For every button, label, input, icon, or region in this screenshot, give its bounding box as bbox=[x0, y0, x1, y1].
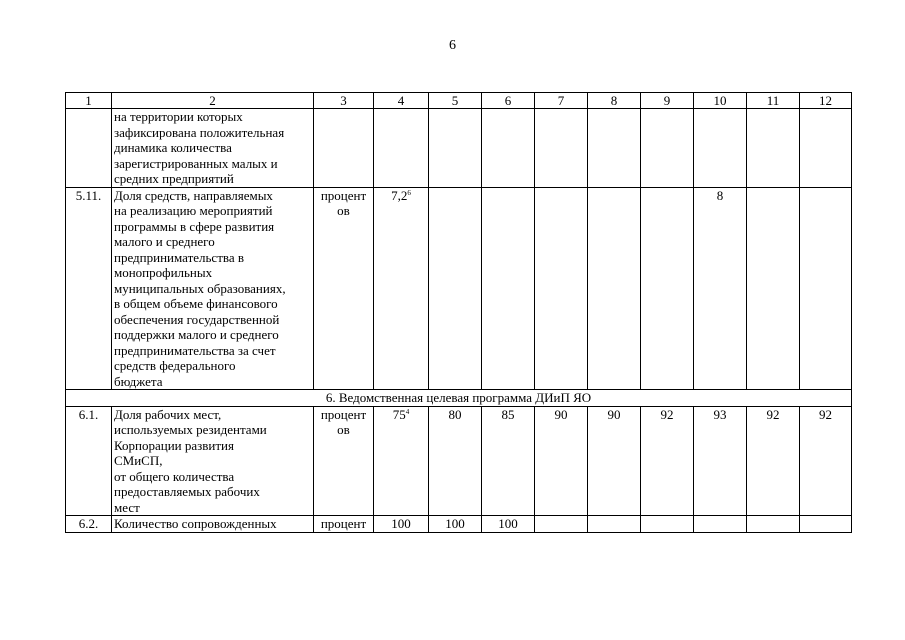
header-col-4: 4 bbox=[374, 93, 429, 109]
value-cell bbox=[588, 109, 641, 188]
value-text: 7,2 bbox=[391, 187, 408, 203]
row-number: 6.1. bbox=[66, 406, 112, 516]
row-number: 6.2. bbox=[66, 516, 112, 533]
value-cell bbox=[429, 187, 482, 390]
row-number: 5.11. bbox=[66, 187, 112, 390]
footnote-mark: 4 bbox=[405, 407, 410, 416]
header-col-7: 7 bbox=[535, 93, 588, 109]
table-row-continuation bbox=[66, 109, 852, 188]
unit-cell: процент bbox=[314, 516, 374, 533]
row-number bbox=[66, 109, 112, 188]
value-cell bbox=[800, 109, 852, 188]
value-cell bbox=[747, 109, 800, 188]
section-title: 6. Ведомственная целевая программа ДИиП ЯО bbox=[66, 390, 852, 407]
value-cell bbox=[374, 406, 429, 516]
table-row-6-2 bbox=[66, 516, 852, 533]
value-cell bbox=[482, 109, 535, 188]
value-cell: 85 bbox=[482, 406, 535, 516]
value-cell: 92 bbox=[747, 406, 800, 516]
value-cell bbox=[800, 187, 852, 390]
page-number: 6 bbox=[449, 38, 456, 53]
value-cell bbox=[641, 516, 694, 533]
value-cell bbox=[641, 187, 694, 390]
unit-cell: процент ов bbox=[314, 406, 374, 516]
value-cell bbox=[800, 516, 852, 533]
unit-cell bbox=[314, 109, 374, 188]
value-cell bbox=[429, 109, 482, 188]
value-cell bbox=[482, 187, 535, 390]
header-col-5: 5 bbox=[429, 93, 482, 109]
value-cell: 80 bbox=[429, 406, 482, 516]
value-cell bbox=[374, 109, 429, 188]
section-row-6 bbox=[66, 390, 852, 407]
footnote-mark: 6 bbox=[407, 188, 411, 197]
unit-cell: процент ов bbox=[314, 187, 374, 390]
indicators-table bbox=[65, 92, 852, 533]
header-col-2: 2 bbox=[112, 93, 314, 109]
header-col-1: 1 bbox=[66, 93, 112, 109]
value-cell: 90 bbox=[588, 406, 641, 516]
value-cell: 92 bbox=[800, 406, 852, 516]
value-cell bbox=[588, 187, 641, 390]
header-col-10: 10 bbox=[694, 93, 747, 109]
header-col-12: 12 bbox=[800, 93, 852, 109]
value-cell bbox=[694, 109, 747, 188]
indicator-name: Количество сопровожденных bbox=[112, 516, 314, 533]
header-row bbox=[66, 93, 852, 109]
header-col-11: 11 bbox=[747, 93, 800, 109]
value-cell bbox=[588, 516, 641, 533]
indicator-name: Доля рабочих мест, используемых резидентами Корпорации развития СМиСП, от общего количества предоставляемых рабочих мест bbox=[112, 406, 314, 516]
value-cell: 90 bbox=[535, 406, 588, 516]
indicator-name: Доля средств, направляемых на реализацию мероприятий программы в сфере развития малого и среднего предпринимательства в монопрофильных муниципальных образованиях, в общем объеме финансового обеспечения государственной поддержки малого и среднего предпринимательства за счет средств федерального бюджета bbox=[112, 187, 314, 390]
indicator-name: на территории которых зафиксирована положительная динамика количества зарегистрированных малых и средних предприятий bbox=[112, 109, 314, 188]
value-cell bbox=[535, 516, 588, 533]
value-cell bbox=[374, 187, 429, 390]
value-cell: 100 bbox=[374, 516, 429, 533]
value-cell bbox=[535, 109, 588, 188]
value-cell: 93 bbox=[694, 406, 747, 516]
table-row-6-1 bbox=[66, 406, 852, 516]
value-cell: 92 bbox=[641, 406, 694, 516]
value-cell: 100 bbox=[429, 516, 482, 533]
value-cell: 100 bbox=[482, 516, 535, 533]
value-cell bbox=[694, 516, 747, 533]
table-row-5-11 bbox=[66, 187, 852, 390]
value-text: 75 bbox=[392, 406, 406, 422]
value-cell bbox=[747, 516, 800, 533]
value-cell bbox=[747, 187, 800, 390]
header-col-6: 6 bbox=[482, 93, 535, 109]
value-cell: 8 bbox=[694, 187, 747, 390]
header-col-9: 9 bbox=[641, 93, 694, 109]
value-cell bbox=[535, 187, 588, 390]
header-col-8: 8 bbox=[588, 93, 641, 109]
header-col-3: 3 bbox=[314, 93, 374, 109]
value-cell bbox=[641, 109, 694, 188]
